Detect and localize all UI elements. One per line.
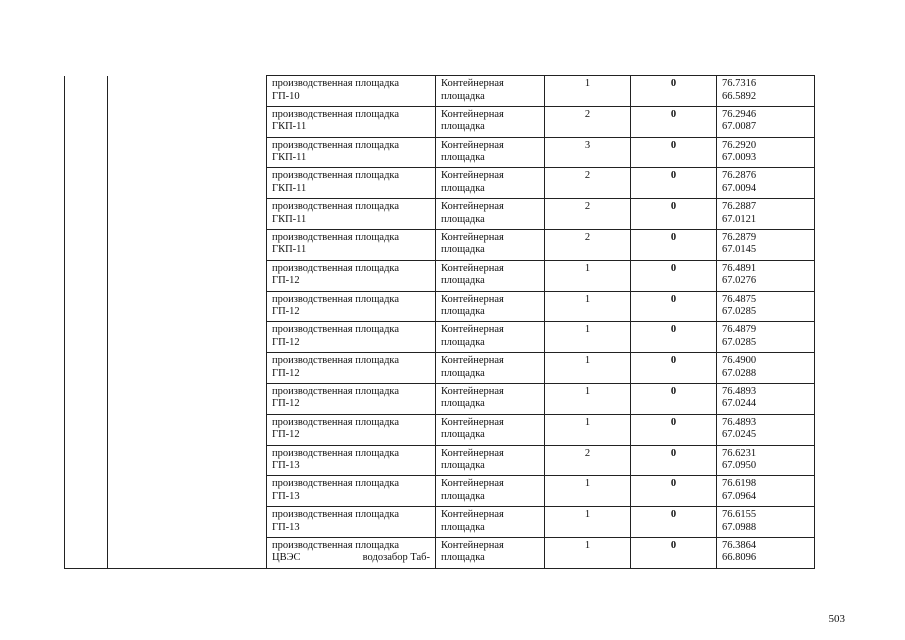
coordinates-cell: [717, 106, 815, 137]
type-line2: площадка: [441, 460, 485, 472]
coord-latitude: 76.4879: [722, 324, 757, 336]
site-code: ГКП-11: [272, 182, 307, 194]
zero-value: 0: [631, 199, 717, 230]
site-name: производственная площадка: [272, 509, 400, 521]
site-cell: [267, 537, 436, 568]
type-cell: [436, 537, 545, 568]
type-line1: Контейнерная: [441, 262, 504, 274]
table-row: [65, 537, 815, 568]
coord-latitude: 76.4893: [722, 416, 757, 428]
site-code: ГП-13: [272, 490, 300, 502]
type-cell: [436, 353, 545, 384]
coord-latitude: 76.2879: [722, 231, 757, 243]
site-code: ГКП-11: [272, 121, 307, 133]
empty-cell: [108, 414, 267, 445]
container-count: 1: [545, 414, 631, 445]
empty-cell: [108, 229, 267, 260]
empty-cell: [65, 260, 108, 291]
type-line1: Контейнерная: [441, 201, 504, 213]
container-count: 1: [545, 291, 631, 322]
type-line1: Контейнерная: [441, 355, 504, 367]
empty-cell: [108, 383, 267, 414]
coord-longitude: 67.0244: [722, 398, 757, 410]
coordinates-cell: [717, 168, 815, 199]
table-row: [65, 476, 815, 507]
site-name: производственная площадка: [272, 447, 400, 459]
container-count: 3: [545, 137, 631, 168]
zero-value: 0: [631, 168, 717, 199]
empty-cell: [108, 199, 267, 230]
type-cell: [436, 229, 545, 260]
coordinates-cell: [717, 322, 815, 353]
table-row: [65, 291, 815, 322]
site-code: ГКП-11: [272, 244, 307, 256]
table-row: [65, 353, 815, 384]
site-name-line2: [272, 552, 430, 565]
site-name: производственная площадка: [272, 478, 400, 490]
site-name: производственная площадка: [272, 201, 400, 213]
zero-value: 0: [631, 229, 717, 260]
zero-value: 0: [631, 537, 717, 568]
site-cell: [267, 353, 436, 384]
coord-longitude: 67.0093: [722, 152, 757, 164]
empty-cell: [65, 137, 108, 168]
type-line1: Контейнерная: [441, 231, 504, 243]
coord-longitude: 67.0121: [722, 213, 757, 225]
site-cell: [267, 291, 436, 322]
coord-longitude: 67.0087: [722, 121, 757, 133]
site-name: производственная площадка: [272, 416, 400, 428]
coord-longitude: 67.0988: [722, 521, 757, 533]
container-count: 1: [545, 537, 631, 568]
empty-cell: [108, 168, 267, 199]
type-line1: Контейнерная: [441, 108, 504, 120]
table-row: [65, 199, 815, 230]
empty-cell: [108, 537, 267, 568]
coord-latitude: 76.4875: [722, 293, 757, 305]
container-count: 2: [545, 168, 631, 199]
site-cell: [267, 507, 436, 538]
empty-cell: [65, 322, 108, 353]
empty-cell: [108, 137, 267, 168]
site-cell: [267, 229, 436, 260]
zero-value: 0: [631, 414, 717, 445]
type-line1: Контейнерная: [441, 324, 504, 336]
coordinates-cell: [717, 76, 815, 107]
site-cell: [267, 106, 436, 137]
coordinates-cell: [717, 383, 815, 414]
coordinates-cell: [717, 353, 815, 384]
type-line2: площадка: [441, 90, 485, 102]
type-line1: Контейнерная: [441, 293, 504, 305]
coordinates-cell: [717, 445, 815, 476]
coord-longitude: 67.0094: [722, 182, 757, 194]
site-name: производственная площадка: [272, 539, 400, 551]
coordinates-cell: [717, 507, 815, 538]
zero-value: 0: [631, 353, 717, 384]
coord-latitude: 76.3864: [722, 539, 757, 551]
site-name: производственная площадка: [272, 324, 400, 336]
table-row: [65, 76, 815, 107]
table-row: [65, 260, 815, 291]
site-name: производственная площадка: [272, 355, 400, 367]
type-line2: площадка: [441, 367, 485, 379]
empty-cell: [65, 168, 108, 199]
coord-longitude: 67.0950: [722, 460, 757, 472]
type-cell: [436, 168, 545, 199]
type-line2: площадка: [441, 521, 485, 533]
type-cell: [436, 322, 545, 353]
type-line2: площадка: [441, 336, 485, 348]
empty-cell: [65, 537, 108, 568]
type-cell: [436, 383, 545, 414]
type-line2: площадка: [441, 213, 485, 225]
empty-cell: [65, 383, 108, 414]
empty-cell: [65, 106, 108, 137]
coord-latitude: 76.2876: [722, 170, 757, 182]
container-count: 2: [545, 445, 631, 476]
zero-value: 0: [631, 445, 717, 476]
table-row: [65, 322, 815, 353]
site-name: производственная площадка: [272, 262, 400, 274]
empty-cell: [65, 414, 108, 445]
type-line2: площадка: [441, 429, 485, 441]
coordinates-cell: [717, 199, 815, 230]
site-code: ГКП-11: [272, 213, 307, 225]
zero-value: 0: [631, 476, 717, 507]
type-cell: [436, 445, 545, 476]
type-line2: площадка: [441, 152, 485, 164]
zero-value: 0: [631, 76, 717, 107]
site-name: производственная площадка: [272, 170, 400, 182]
type-cell: [436, 476, 545, 507]
empty-cell: [65, 445, 108, 476]
coord-latitude: 76.7316: [722, 78, 757, 89]
site-code: ГКП-11: [272, 152, 307, 164]
container-count: 2: [545, 199, 631, 230]
coordinates-cell: [717, 260, 815, 291]
type-line1: Контейнерная: [441, 509, 504, 521]
table-row: [65, 507, 815, 538]
type-cell: [436, 414, 545, 445]
site-code: ГП-12: [272, 275, 300, 287]
site-cell: [267, 445, 436, 476]
site-code: ГП-13: [272, 521, 300, 533]
coord-longitude: 67.0145: [722, 244, 757, 256]
site-code: ГП-12: [272, 367, 300, 379]
empty-cell: [108, 76, 267, 107]
site-name: производственная площадка: [272, 231, 400, 243]
type-line1: Контейнерная: [441, 447, 504, 459]
container-count: 1: [545, 260, 631, 291]
table-row: [65, 137, 815, 168]
type-line2: площадка: [441, 490, 485, 502]
site-cell: [267, 383, 436, 414]
page-number: 503: [828, 613, 845, 625]
container-count: 1: [545, 76, 631, 107]
coord-longitude: 67.0285: [722, 306, 757, 318]
site-cell: [267, 322, 436, 353]
empty-cell: [108, 507, 267, 538]
empty-cell: [65, 199, 108, 230]
type-line2: площадка: [441, 244, 485, 256]
type-line2: площадка: [441, 121, 485, 133]
empty-cell: [65, 291, 108, 322]
site-cell: [267, 414, 436, 445]
type-line2: площадка: [441, 398, 485, 410]
site-code: ГП-12: [272, 398, 300, 410]
type-cell: [436, 291, 545, 322]
zero-value: 0: [631, 137, 717, 168]
zero-value: 0: [631, 260, 717, 291]
empty-cell: [65, 76, 108, 107]
empty-cell: [108, 106, 267, 137]
coord-longitude: 67.0964: [722, 490, 757, 502]
site-code: ЦВЭС: [272, 552, 301, 564]
zero-value: 0: [631, 383, 717, 414]
container-count: 2: [545, 106, 631, 137]
type-line2: площадка: [441, 275, 485, 287]
coord-latitude: 76.2946: [722, 108, 757, 120]
type-line1: Контейнерная: [441, 385, 504, 397]
site-cell: [267, 76, 436, 107]
coord-latitude: 76.4893: [722, 385, 757, 397]
type-line1: Контейнерная: [441, 170, 504, 182]
type-line1: Контейнерная: [441, 139, 504, 151]
coord-latitude: 76.4891: [722, 262, 757, 274]
zero-value: 0: [631, 291, 717, 322]
empty-cell: [108, 322, 267, 353]
zero-value: 0: [631, 507, 717, 538]
container-count: 1: [545, 322, 631, 353]
coord-longitude: 67.0288: [722, 367, 757, 379]
empty-cell: [108, 260, 267, 291]
type-cell: [436, 260, 545, 291]
site-name: производственная площадка: [272, 293, 400, 305]
container-count: 2: [545, 229, 631, 260]
coord-latitude: 76.2920: [722, 139, 757, 151]
type-line1: Контейнерная: [441, 78, 504, 89]
table-row: [65, 414, 815, 445]
empty-cell: [65, 507, 108, 538]
site-name: производственная площадка: [272, 78, 400, 89]
site-cell: [267, 137, 436, 168]
coord-latitude: 76.4900: [722, 355, 757, 367]
container-count: 1: [545, 507, 631, 538]
type-line2: площадка: [441, 552, 485, 564]
empty-cell: [108, 291, 267, 322]
type-line1: Контейнерная: [441, 478, 504, 490]
site-code: ГП-10: [272, 90, 300, 102]
type-line2: площадка: [441, 182, 485, 194]
coord-longitude: 66.8096: [722, 552, 757, 564]
coord-longitude: 67.0276: [722, 275, 757, 287]
empty-cell: [108, 445, 267, 476]
type-cell: [436, 199, 545, 230]
site-cell: [267, 260, 436, 291]
site-code: ГП-12: [272, 306, 300, 318]
coord-latitude: 76.6198: [722, 478, 757, 490]
coord-longitude: 67.0285: [722, 336, 757, 348]
site-code: ГП-12: [272, 429, 300, 441]
empty-cell: [108, 476, 267, 507]
site-name: производственная площадка: [272, 139, 400, 151]
zero-value: 0: [631, 106, 717, 137]
site-code: ГП-12: [272, 336, 300, 348]
type-cell: [436, 507, 545, 538]
type-line2: площадка: [441, 306, 485, 318]
site-detail: водозабор Таб-: [362, 552, 430, 564]
site-code: ГП-13: [272, 460, 300, 472]
empty-cell: [65, 229, 108, 260]
coordinates-cell: [717, 137, 815, 168]
site-name: производственная площадка: [272, 108, 400, 120]
table-row: [65, 229, 815, 260]
coordinates-cell: [717, 229, 815, 260]
coordinates-cell: [717, 476, 815, 507]
coord-longitude: 67.0245: [722, 429, 757, 441]
empty-cell: [65, 476, 108, 507]
site-cell: [267, 168, 436, 199]
type-line1: Контейнерная: [441, 416, 504, 428]
coordinates-cell: [717, 291, 815, 322]
table-body: [65, 76, 815, 569]
coordinates-cell: [717, 537, 815, 568]
table-row: [65, 445, 815, 476]
type-cell: [436, 106, 545, 137]
coordinates-cell: [717, 414, 815, 445]
container-count: 1: [545, 383, 631, 414]
zero-value: 0: [631, 322, 717, 353]
type-line1: Контейнерная: [441, 539, 504, 551]
type-cell: [436, 137, 545, 168]
container-count: 1: [545, 476, 631, 507]
empty-cell: [65, 353, 108, 384]
site-name: производственная площадка: [272, 385, 400, 397]
table-row: [65, 106, 815, 137]
container-count: 1: [545, 353, 631, 384]
coord-latitude: 76.2887: [722, 201, 757, 213]
type-cell: [436, 76, 545, 107]
table-row: [65, 168, 815, 199]
site-cell: [267, 199, 436, 230]
site-cell: [267, 476, 436, 507]
empty-cell: [108, 353, 267, 384]
waste-sites-table: [64, 75, 815, 569]
coord-latitude: 76.6155: [722, 509, 757, 521]
coord-longitude: 66.5892: [722, 90, 757, 102]
table-row: [65, 383, 815, 414]
coord-latitude: 76.6231: [722, 447, 757, 459]
